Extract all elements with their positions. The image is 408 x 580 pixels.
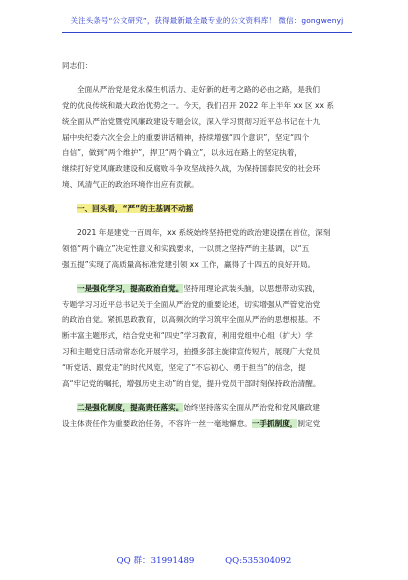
paragraph-line: “听党话、跟党走”的时代风览，坚定了“不忘初心、勇于担当”的信念，提	[62, 363, 306, 373]
paragraph-text: 制定党	[297, 418, 321, 428]
salutation: 同志们：	[62, 61, 93, 70]
paragraph-line	[62, 400, 354, 416]
paragraph-line: 自信”，做到“两个维护”，捍卫“两个确立”，以永远在路上的坚定执着，	[62, 148, 302, 158]
paragraph-line: 习和主题党日活动常态化开展学习，拍摄多部主旋律宣传短片，展现广大党员	[62, 347, 321, 357]
footer-qq-number: QQ:535304092	[225, 556, 292, 566]
subheading-lead: 一是强化学习，提高政治自觉。	[77, 283, 184, 293]
paragraph-line: 境、风清气正的政治环境作出应有贡献。	[62, 180, 199, 190]
paragraph-text: 坚持用理论武装头脑，以思想带动实践，	[183, 283, 320, 293]
header-banner-text: 关注头条号“公文研究”，获得最新最全最专业的公文资料库！ 微信：gongwenyj	[70, 16, 344, 25]
paragraph-line	[62, 416, 354, 432]
paragraph-line: 继续打好党风廉政建设和反腐败斗争攻坚战持久战，为保持国泰民安的社会环	[62, 164, 321, 174]
paragraph-line: 高“牢记党的嘱托，增强历史主动”的自觉，提升党员干部时刻保持政治清醒。	[62, 379, 321, 389]
paragraph-line: 的政治自觉。紧抓思政教育，以高频次的学习筑牢全面从严治的思想根基。不	[62, 315, 321, 325]
paragraph-line: 领悟“两个确立”决定性意义和实践要求，一以贯之坚持严的主基调，以“五	[62, 243, 310, 253]
footer-qq-group: QQ 群：31991489	[116, 556, 195, 566]
paragraph-line: 专题学习习近平总书记关于全面从严治党的重要论述，切实增强从严管党治党	[62, 299, 321, 309]
paragraph-line: 统全面从严治党暨党风廉政建设专题会议，深入学习贯彻习近平总书记在十九	[62, 116, 321, 126]
paragraph-line	[62, 281, 354, 297]
paragraph-text: 始终坚持落实全面从严治党和党风廉政建	[183, 402, 320, 412]
section-heading-text: 一、回头看，“严”的主基调不动摇	[77, 204, 194, 214]
paragraph-line: 强五提”实现了高质量高标准党建引领 xx 工作，赢得了十四五的良好开局。	[62, 259, 316, 269]
paragraph-line: 全面从严治党是党永葆生机活力、走好新的赶考之路的必由之路，是我们	[77, 84, 320, 94]
paragraph-line: 党的优良传统和最大政治优势之一。今天，我们召开 2022 年上半年 xx 区 xx 系	[62, 100, 334, 110]
footer-contact	[0, 554, 408, 568]
paragraph-text: 设主体责任作为重要政治任务，不容许一丝一毫地懈怠。	[62, 418, 252, 428]
paragraph-line: 届中央纪委六次全会上的重要讲话精神，持续增强“四个意识”，坚定“四个	[62, 132, 310, 142]
paragraph-line: 断丰富主题形式，结合党史和“四史”学习教育，利用党组中心组（扩大）学	[62, 331, 313, 341]
subheading-lead: 二是强化制度，提高责任落实。	[77, 402, 184, 412]
header-banner	[62, 10, 352, 33]
section-heading	[62, 201, 354, 217]
document-body	[62, 58, 354, 432]
paragraph-line: 2021 年是建党一百周年，xx 系统始终坚持把党的政治建设摆在首位，深刻	[77, 228, 331, 238]
emphasis-text: 一手抓制度，	[251, 418, 298, 428]
